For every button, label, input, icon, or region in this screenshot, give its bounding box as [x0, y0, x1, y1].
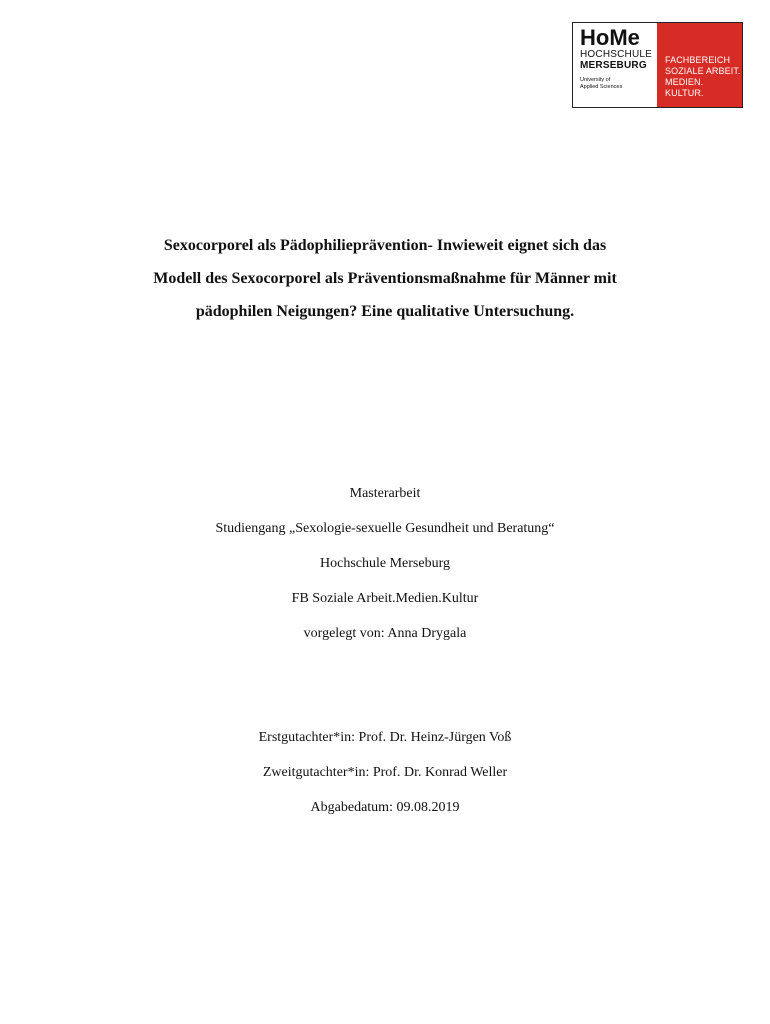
author-line: vorgelegt von: Anna Drygala	[303, 626, 467, 641]
logo-name-panel	[573, 23, 657, 107]
thesis-title-line2: Modell des Sexocorporel als Präventionsmaßnahme für Männer mit	[153, 270, 617, 287]
logo-faculty-panel	[657, 23, 742, 107]
thesis-type: Masterarbeit	[349, 486, 421, 501]
logo-faculty-line2: SOZIALE ARBEIT.	[665, 66, 741, 76]
university-name: Hochschule Merseburg	[320, 556, 450, 571]
study-program: Studiengang „Sexologie-sexuelle Gesundheit und Beratung“	[215, 521, 555, 536]
thesis-title	[0, 229, 770, 328]
department-name: FB Soziale Arbeit.Medien.Kultur	[291, 591, 479, 606]
logo-name-line2: MERSEBURG	[580, 60, 647, 71]
university-logo	[572, 22, 743, 108]
thesis-title-line1: Sexocorporel als Pädophilieprävention- Inwieweit eignet sich das	[163, 237, 607, 254]
thesis-title-line3: pädophilen Neigungen? Eine qualitative Untersuchung.	[195, 303, 575, 320]
submission-date: Abgabedatum: 09.08.2019	[310, 800, 460, 815]
logo-sub-line1: University of	[580, 77, 611, 83]
second-reviewer: Zweitgutachter*in: Prof. Dr. Konrad Weller	[262, 765, 508, 780]
first-reviewer: Erstgutachter*in: Prof. Dr. Heinz-Jürgen Voß	[258, 730, 512, 745]
logo-sub-line2: Applied Sciences	[580, 84, 623, 90]
logo-faculty-line1: FACHBEREICH	[665, 55, 731, 65]
logo-faculty-line3: MEDIEN. KULTUR.	[665, 77, 704, 98]
logo-mark: HoMe	[580, 25, 640, 50]
logo-name-line1: HOCHSCHULE	[580, 49, 653, 60]
